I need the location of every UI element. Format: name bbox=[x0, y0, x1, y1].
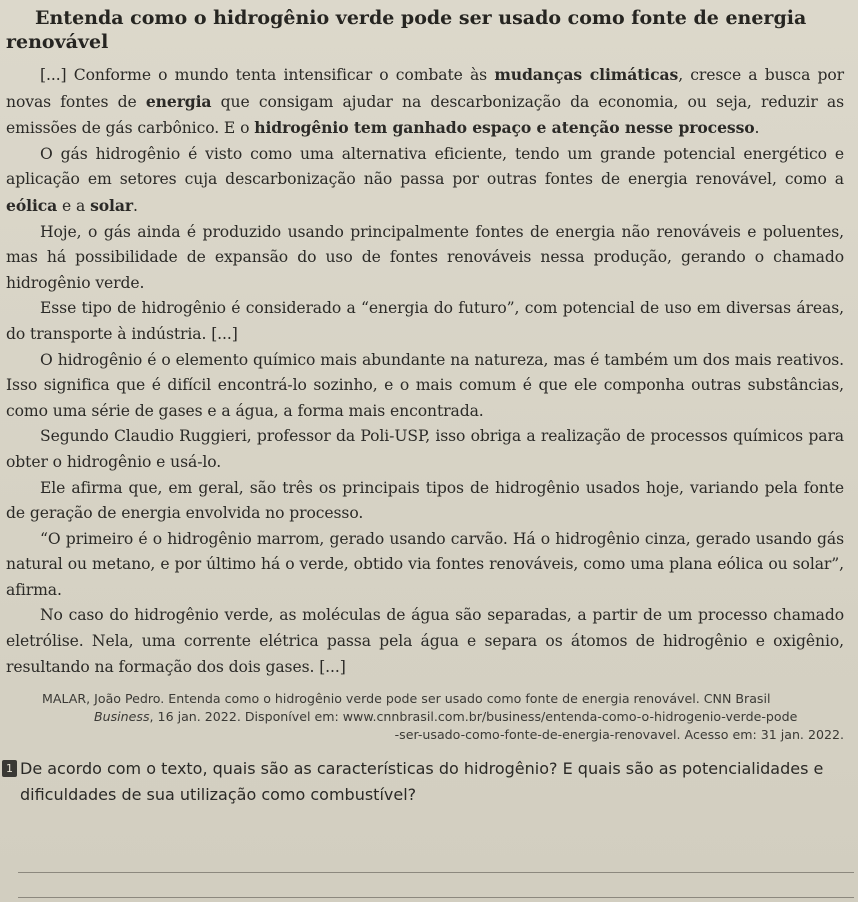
document-title bbox=[6, 6, 844, 54]
question-number-badge: 1 bbox=[2, 760, 17, 777]
paragraph-3: Hoje, o gás ainda é produzido usando principalmente fontes de energia não renováveis e poluentes, mas há possibilidade de expansão do uso de fontes renováveis nessa produção, gerando o chamado hidrogênio verde. bbox=[6, 222, 844, 292]
reference-line-2: Business, 16 jan. 2022. Disponível em: www.cnnbrasil.com.br/business/entenda-como-o-hidrogenio-verde-pode bbox=[94, 709, 798, 725]
paragraph-7: Ele afirma que, em geral, são três os principais tipos de hidrogênio usados hoje, variando pela fonte de geração de energia envolvida no processo. bbox=[6, 478, 844, 523]
answer-line bbox=[18, 897, 854, 898]
paragraph-2: O gás hidrogênio é visto como uma alternativa eficiente, tendo um grande potencial energético e aplicação em setores cuja descarbonização não passa por outras fontes de energia renovável, como a eólica e a solar. bbox=[6, 144, 844, 215]
reference-line-1: MALAR, João Pedro. Entenda como o hidrogênio verde pode ser usado como fonte de energia renovável. CNN Brasil bbox=[42, 691, 771, 707]
bibliographic-reference bbox=[6, 690, 844, 744]
question-1 bbox=[6, 756, 844, 808]
title-line-1: Entenda como o hidrogênio verde pode ser usado como fonte de energia bbox=[35, 7, 807, 29]
paragraph-1: [...] Conforme o mundo tenta intensificar o combate às mudanças climáticas, cresce a busca por novas fontes de energia que consigam ajudar na descarbonização da economia, ou seja, reduzir as emissões de gás carbônico. E o hidrogênio tem ganhado espaço e atenção nesse processo. bbox=[6, 65, 845, 138]
reference-line-3: -ser-usado-como-fonte-de-energia-renovavel. Acesso em: 31 jan. 2022. bbox=[394, 727, 844, 743]
paragraph-8: “O primeiro é o hidrogênio marrom, gerado usando carvão. Há o hidrogênio cinza, gerado usando gás natural ou metano, e por último há o verde, obtido via fontes renováveis, como uma plana eólica ou solar”, afirma. bbox=[6, 529, 844, 599]
answer-line bbox=[18, 872, 854, 873]
paragraph-5: O hidrogênio é o elemento químico mais abundante na natureza, mas é também um dos mais reativos. Isso significa que é difícil encontrá-lo sozinho, e o mais comum é que ele componha outras substâncias, como uma série de gases e a água, a forma mais encontrada. bbox=[6, 350, 844, 420]
paragraph-4: Esse tipo de hidrogênio é considerado a “energia do futuro”, com potencial de uso em diversas áreas, do transporte à indústria. [...] bbox=[6, 299, 844, 343]
article-body bbox=[6, 62, 844, 680]
question-text: De acordo com o texto, quais são as características do hidrogênio? E quais são as potencialidades e dificuldades de sua utilização como combustível? bbox=[20, 759, 824, 805]
title-line-2: renovável bbox=[6, 31, 109, 53]
paragraph-6: Segundo Claudio Ruggieri, professor da Poli-USP, isso obriga a realização de processos químicos para obter o hidrogênio e usá-lo. bbox=[6, 427, 844, 471]
paragraph-9: No caso do hidrogênio verde, as moléculas de água são separadas, a partir de um processo chamado eletrólise. Nela, uma corrente elétrica passa pela água e separa os átomos de hidrogênio e oxigênio, resultando na formação dos dois gases. [...] bbox=[6, 606, 844, 676]
